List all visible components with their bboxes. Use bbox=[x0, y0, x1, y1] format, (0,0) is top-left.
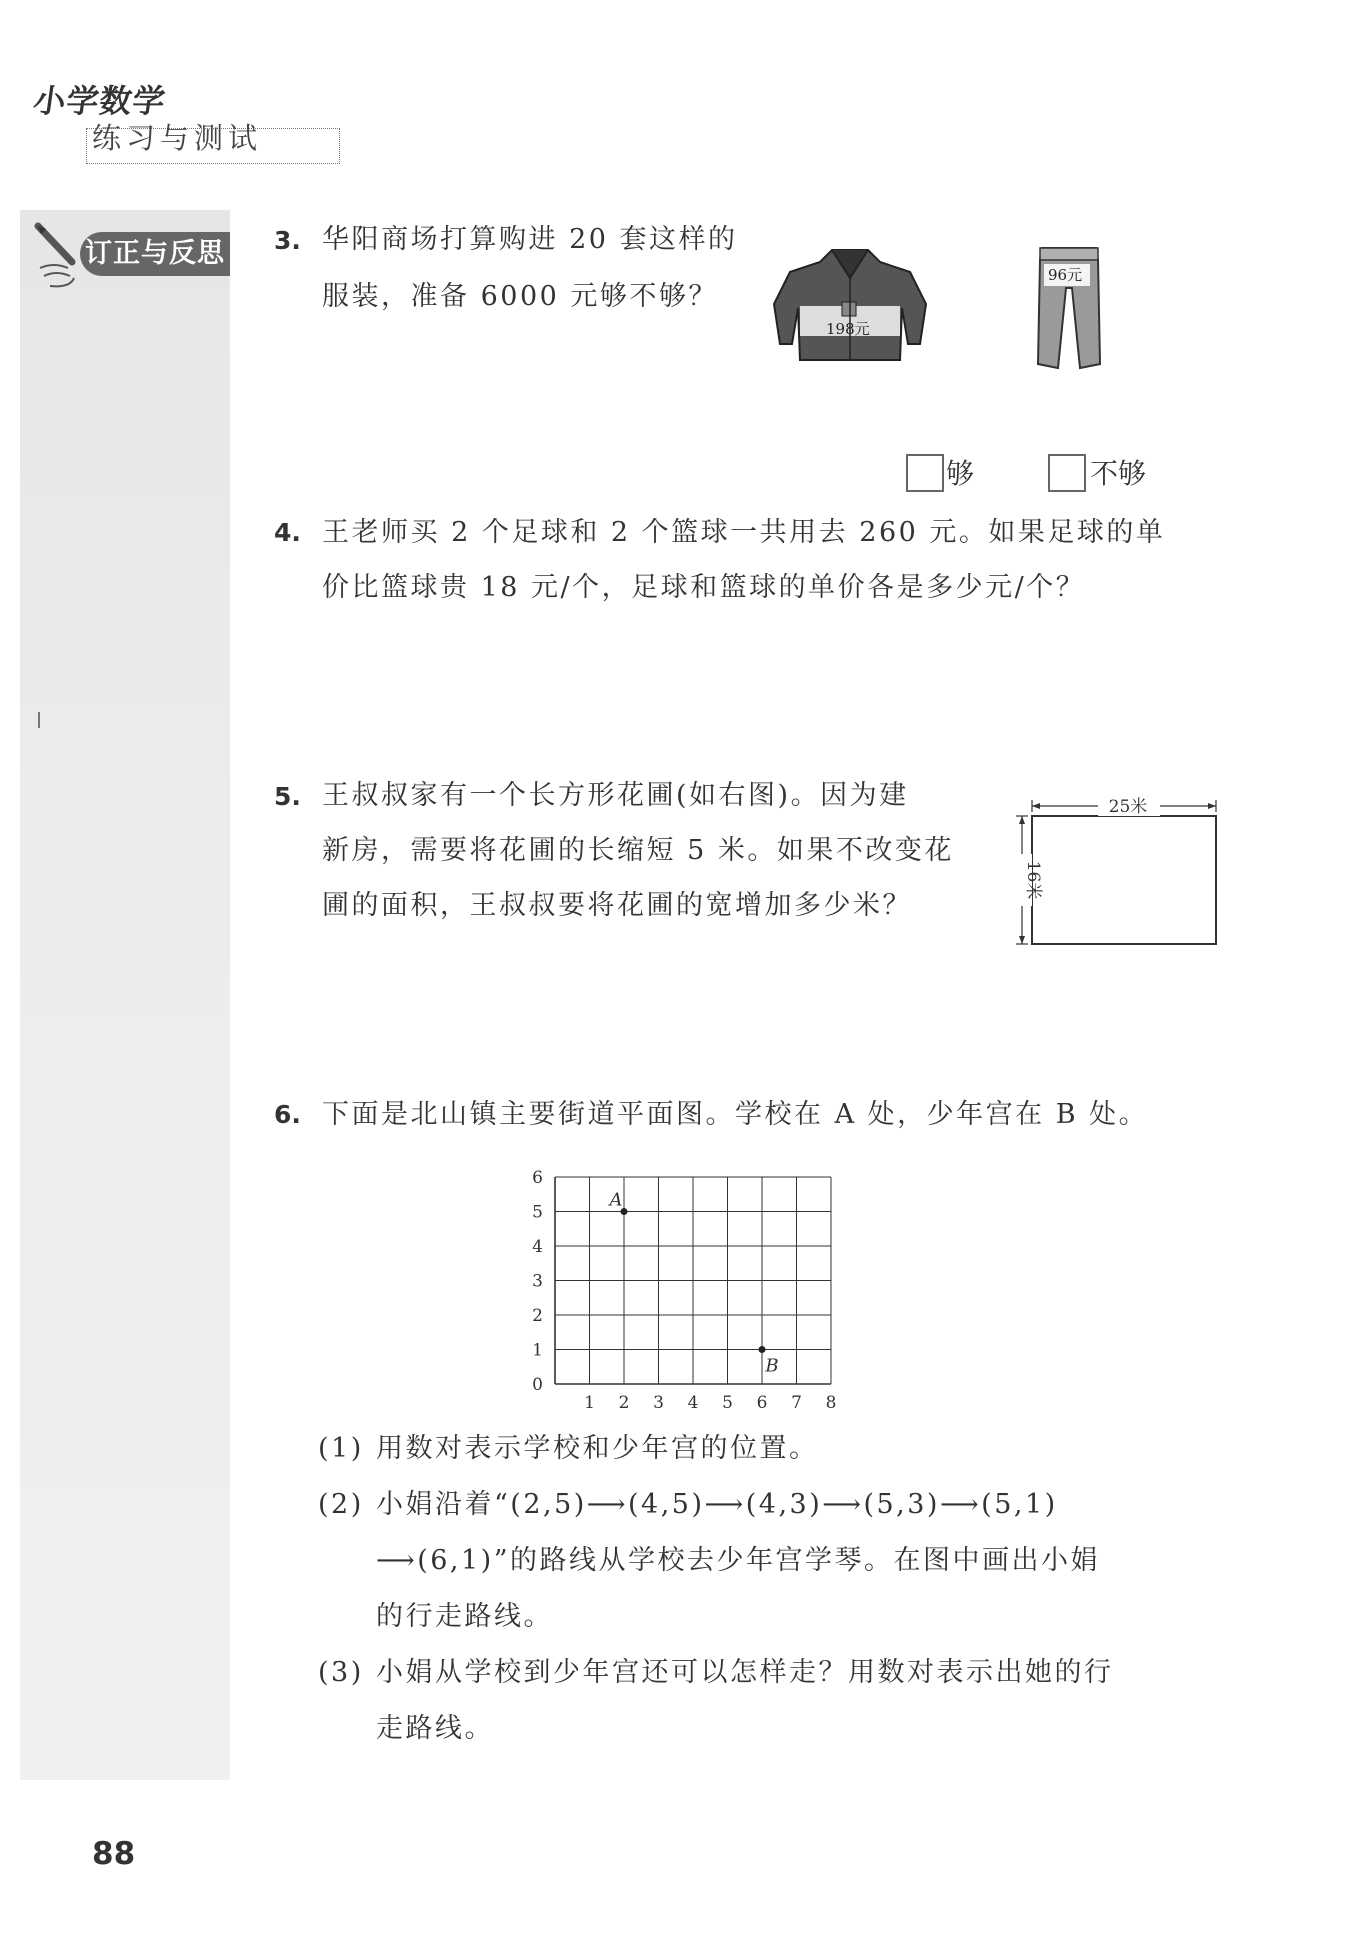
q3-line-1: 小娟从学校到少年宫还可以怎样走？用数对表示出她的行 bbox=[376, 1657, 1114, 1688]
problem-3-line-2: 服装，准备 6000 元够不够？ bbox=[322, 281, 718, 312]
correction-label: 订正与反思 bbox=[80, 232, 230, 276]
problem-4-line-2: 价比篮球贵 18 元/个，足球和篮球的单价各是多少元/个？ bbox=[322, 572, 1086, 603]
jacket-image bbox=[770, 244, 930, 368]
q3-label: (3) bbox=[318, 1657, 364, 1688]
x-tick-label: 2 bbox=[618, 1393, 630, 1413]
street-grid-chart bbox=[525, 1170, 845, 1420]
y-tick-label: 2 bbox=[532, 1306, 543, 1326]
enough-label: 够 bbox=[946, 457, 975, 490]
problem-5-line-2: 新房，需要将花圃的长缩短 5 米。如果不改变花 bbox=[322, 835, 954, 866]
problem-5-number: 5. bbox=[274, 782, 301, 811]
y-tick-label: 3 bbox=[532, 1271, 543, 1292]
problem-4-line-1: 王老师买 2 个足球和 2 个篮球一共用去 260 元。如果足球的单 bbox=[322, 517, 1166, 548]
y-tick-label: 0 bbox=[532, 1375, 543, 1395]
q1-label: (1) bbox=[318, 1433, 364, 1464]
q3-line-2: 走路线。 bbox=[376, 1713, 494, 1744]
correction-sidebar bbox=[20, 210, 230, 1780]
garden-diagram bbox=[1012, 796, 1222, 946]
y-tick-label: 1 bbox=[532, 1340, 543, 1361]
problem-6-number: 6. bbox=[274, 1100, 301, 1129]
problem-3-number: 3. bbox=[274, 226, 301, 255]
q2-line-2: ⟶(6,1)”的路线从学校去少年宫学琴。在图中画出小娟 bbox=[376, 1545, 1101, 1576]
q1-text: 用数对表示学校和少年宫的位置。 bbox=[376, 1433, 819, 1464]
book-subtitle: 练习与测试 bbox=[92, 121, 263, 155]
x-tick-label: 6 bbox=[756, 1393, 768, 1413]
q2-label: (2) bbox=[318, 1489, 364, 1520]
book-title: 小学数学 bbox=[31, 82, 169, 120]
q2-line-1: 小娟沿着“(2,5)⟶(4,5)⟶(4,3)⟶(5,3)⟶(5,1) bbox=[376, 1489, 1058, 1520]
point-label-B: B bbox=[765, 1355, 779, 1377]
jacket-price: 198元 bbox=[826, 320, 870, 338]
x-tick-label: 1 bbox=[584, 1393, 595, 1413]
problem-5-line-3: 圃的面积，王叔叔要将花圃的宽增加多少米？ bbox=[322, 890, 912, 921]
problem-5-line-1: 王叔叔家有一个长方形花圃(如右图)。因为建 bbox=[322, 780, 909, 811]
problem-4-number: 4. bbox=[274, 518, 301, 547]
length-label: 25米 bbox=[1108, 797, 1148, 817]
y-tick-label: 6 bbox=[532, 1170, 543, 1188]
y-tick-label: 4 bbox=[532, 1237, 543, 1257]
pants-image bbox=[1036, 246, 1102, 374]
pants-price: 96元 bbox=[1048, 266, 1083, 284]
width-label: 16米 bbox=[1023, 860, 1043, 900]
garden-rectangle bbox=[1032, 816, 1216, 944]
not-enough-label: 不够 bbox=[1090, 457, 1147, 490]
pencil-icon bbox=[34, 222, 94, 292]
point-B bbox=[759, 1346, 766, 1353]
x-tick-label: 3 bbox=[653, 1393, 664, 1413]
problem-3-line-1: 华阳商场打算购进 20 套这样的 bbox=[322, 224, 738, 255]
x-tick-label: 7 bbox=[791, 1393, 802, 1413]
x-tick-label: 8 bbox=[825, 1393, 837, 1413]
point-label-A: A bbox=[609, 1189, 623, 1211]
q2-line-3: 的行走路线。 bbox=[376, 1601, 553, 1632]
problem-6-intro: 下面是北山镇主要街道平面图。学校在 A 处，少年宫在 B 处。 bbox=[322, 1099, 1149, 1130]
page-number: 88 bbox=[92, 1836, 136, 1872]
not-enough-checkbox[interactable] bbox=[1048, 454, 1086, 492]
margin-mark bbox=[38, 712, 40, 728]
y-tick-label: 5 bbox=[532, 1202, 543, 1223]
x-tick-label: 4 bbox=[687, 1393, 699, 1413]
enough-checkbox[interactable] bbox=[906, 454, 944, 492]
x-tick-label: 5 bbox=[722, 1393, 733, 1413]
